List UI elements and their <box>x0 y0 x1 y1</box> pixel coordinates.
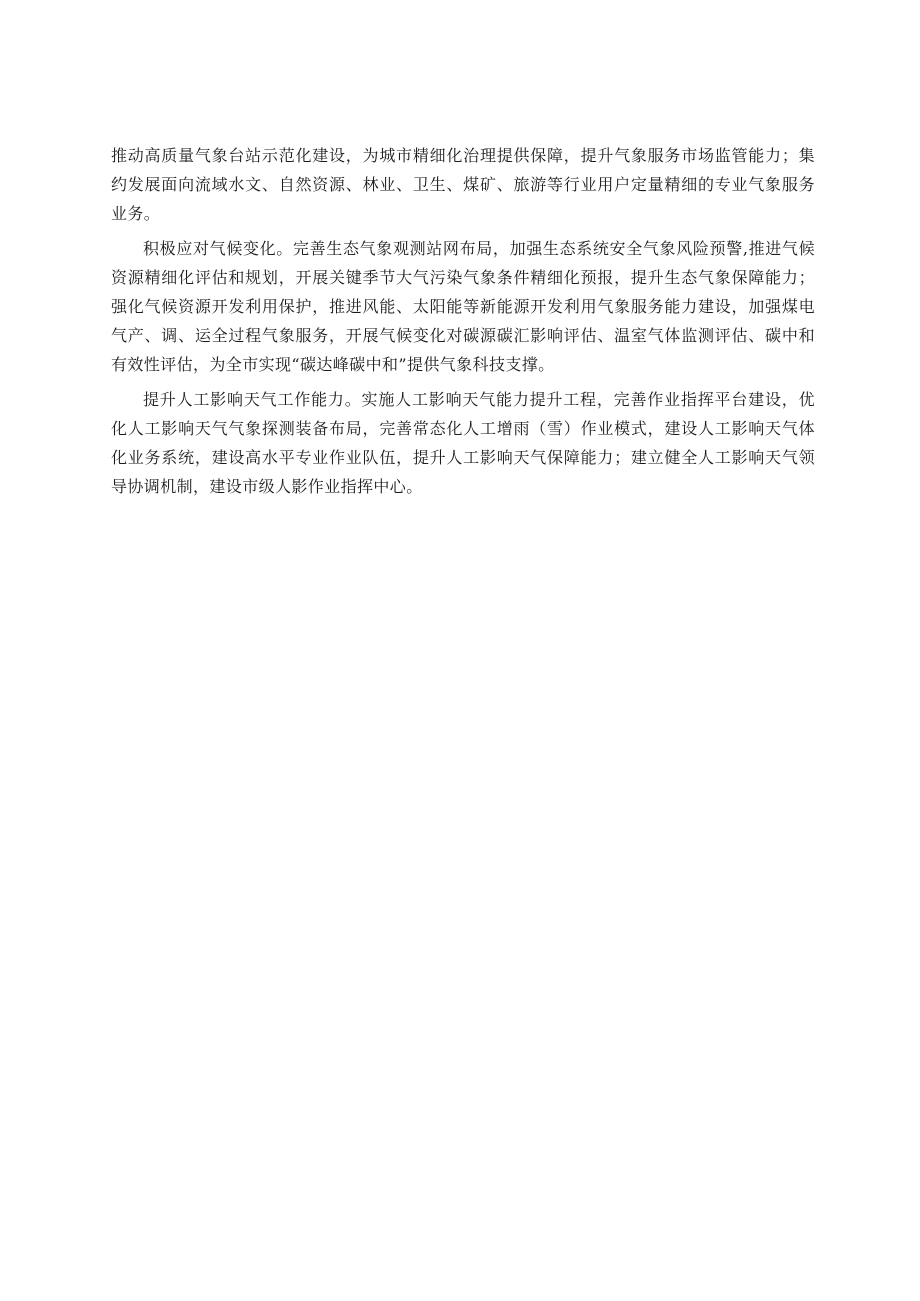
paragraph-1: 推动高质量气象台站示范化建设，为城市精细化治理提供保障，提升气象服务市场监管能力；集约发展面向流域水文、自然资源、林业、卫生、煤矿、旅游等行业用户定量精细的专业气象服务业务。 <box>111 146 815 223</box>
paragraph-2: 积极应对气候变化。完善生态气象观测站网布局，加强生态系统安全气象风险预警,推进气候资源精细化评估和规划，开展关键季节大气污染气象条件精细化预报，提升生态气象保障能力；强化气候资源开发利用保护，推进风能、太阳能等新能源开发利用气象服务能力建设，加强煤电气产、调、运全过程气象服务，开展气候变化对碳源碳汇影响评估、温室气体监测评估、碳中和有效性评估，为全市实现“碳达峰碳中和”提供气象科技支撑。 <box>111 239 815 374</box>
document-body <box>111 141 815 507</box>
paragraph-3: 提升人工影响天气工作能力。实施人工影响天气能力提升工程，完善作业指挥平台建设，优化人工影响天气气象探测装备布局，完善常态化人工增雨（雪）作业模式，建设人工影响天气体化业务系统，建设高水平专业作业队伍，提升人工影响天气保障能力；建立健全人工影响天气领导协调机制，建设市级人影作业指挥中心。 <box>111 390 815 496</box>
